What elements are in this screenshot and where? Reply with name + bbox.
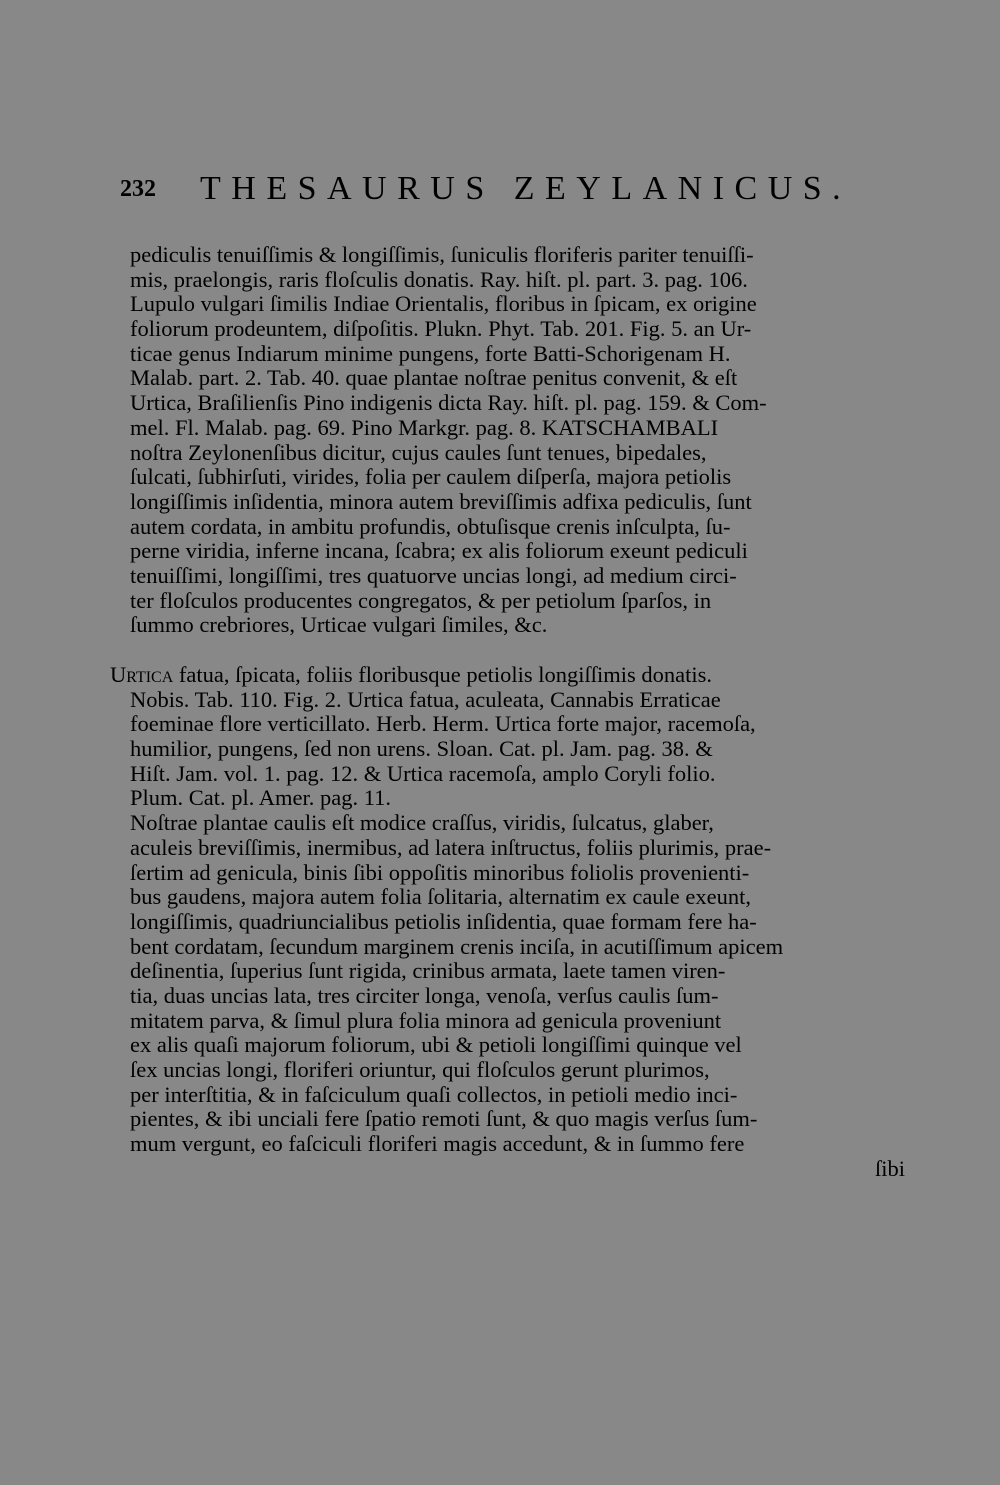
text-line: pediculis tenuiſſimis & longiſſimis, ſuniculis floriferis pariter tenuiſſi-: [130, 242, 754, 267]
text-line: ſex uncias longi, floriferi oriuntur, qui floſculos gerunt plurimos,: [130, 1057, 710, 1082]
text-line: deſinentia, ſuperius ſunt rigida, crinibus armata, laete tamen viren-: [130, 958, 726, 984]
text-line: Nobis. Tab. 110. Fig. 2. Urtica fatua, aculeata, Cannabis Erraticae: [130, 686, 721, 712]
paragraph-2: [110, 663, 910, 1181]
text-line: longiſſimis, quadriuncialibus petiolis inſidentia, quae formam fere ha-: [130, 908, 757, 934]
text-line: foeminae flore verticillato. Herb. Herm. Urtica forte major, racemoſa,: [130, 711, 756, 737]
text-line: Malab. part. 2. Tab. 40. quae plantae noſtrae penitus convenit, & eſt: [130, 365, 738, 391]
text-line: ſummo crebriores, Urticae vulgari ſimiles, &c.: [130, 612, 548, 638]
entry-first-line: fatua, ſpicata, foliis floribusque petiolis longiſſimis donatis.: [173, 662, 712, 687]
text-line: Noſtrae plantae caulis eſt modice craſſus, viridis, ſulcatus, glaber,: [130, 810, 714, 836]
text-line: bus gaudens, majora autem folia ſolitaria, alternatim ex caule exeunt,: [130, 884, 752, 910]
running-head: [120, 170, 860, 210]
text-line: mis, praelongis, raris floſculis donatis. Ray. hiſt. pl. part. 3. pag. 106.: [130, 266, 748, 292]
catchword: ſibi: [874, 1155, 905, 1181]
text-line: perne viridia, inferne incana, ſcabra; ex alis foliorum exeunt pediculi: [130, 538, 748, 564]
text-line: mitatem parva, & ſimul plura folia minora ad genicula proveniunt: [130, 1007, 722, 1033]
text-line: humilior, pungens, ſed non urens. Sloan. Cat. pl. Jam. pag. 38. &: [130, 736, 713, 762]
text-line: noſtra Zeylonenſibus dicitur, cujus caules ſunt tenues, bipedales,: [130, 439, 707, 465]
text-line: ſulcati, ſubhirſuti, virides, folia per caulem diſperſa, majora petiolis: [130, 464, 732, 490]
text-line: foliorum prodeuntem, diſpoſitis. Plukn. Phyt. Tab. 201. Fig. 5. an Ur-: [130, 316, 752, 342]
page-number: 232: [120, 176, 156, 202]
text-line: Plum. Cat. pl. Amer. pag. 11.: [130, 785, 392, 811]
text-line: Urtica, Braſilienſis Pino indigenis dicta Ray. hiſt. pl. pag. 159. & Com-: [130, 390, 767, 416]
text-line: [110, 663, 910, 688]
text-line: aculeis breviſſimis, inermibus, ad latera inſtructus, foliis plurimis, prae-: [130, 834, 772, 860]
body-text: [110, 243, 910, 1181]
running-title: THESAURUS ZEYLANICUS.: [200, 170, 852, 207]
entry-head-word: Urtica: [110, 662, 174, 687]
text-line: ex alis quaſi majorum foliorum, ubi & petioli longiſſimi quinque vel: [130, 1032, 742, 1058]
text-line: per interſtitia, & in faſciculum quaſi collectos, in petioli medio inci-: [130, 1081, 738, 1107]
text-line: mel. Fl. Malab. pag. 69. Pino Markgr. pag. 8. KATSCHAMBALI: [130, 414, 719, 440]
text-line: Hiſt. Jam. vol. 1. pag. 12. & Urtica racemoſa, amplo Coryli folio.: [130, 760, 716, 786]
text-line: ter floſculos producentes congregatos, & per petiolum ſparſos, in: [130, 587, 712, 613]
text-line: autem cordata, in ambitu profundis, obtuſisque crenis inſculpta, ſu-: [130, 513, 731, 539]
text-line: mum vergunt, eo faſciculi floriferi magis accedunt, & in ſummo fere: [130, 1131, 745, 1157]
text-line: ticae genus Indiarum minime pungens, forte Batti-Schorigenam H.: [130, 340, 731, 366]
text-line: ſertim ad genicula, binis ſibi oppoſitis minoribus foliolis provenienti-: [130, 859, 750, 885]
text-line: tia, duas uncias lata, tres circiter longa, venoſa, verſus caulis ſum-: [130, 982, 719, 1008]
text-line: longiſſimis inſidentia, minora autem breviſſimis adfixa pediculis, ſunt: [130, 488, 752, 514]
paragraph-1: [110, 243, 910, 638]
text-line: pientes, & ibi unciali fere ſpatio remoti ſunt, & quo magis verſus ſum-: [130, 1106, 758, 1132]
text-line: Lupulo vulgari ſimilis Indiae Orientalis, floribus in ſpicam, ex origine: [130, 291, 757, 317]
text-line: tenuiſſimi, longiſſimi, tres quatuorve uncias longi, ad medium circi-: [130, 562, 737, 588]
text-line: bent cordatam, ſecundum marginem crenis inciſa, in acutiſſimum apicem: [130, 933, 784, 959]
